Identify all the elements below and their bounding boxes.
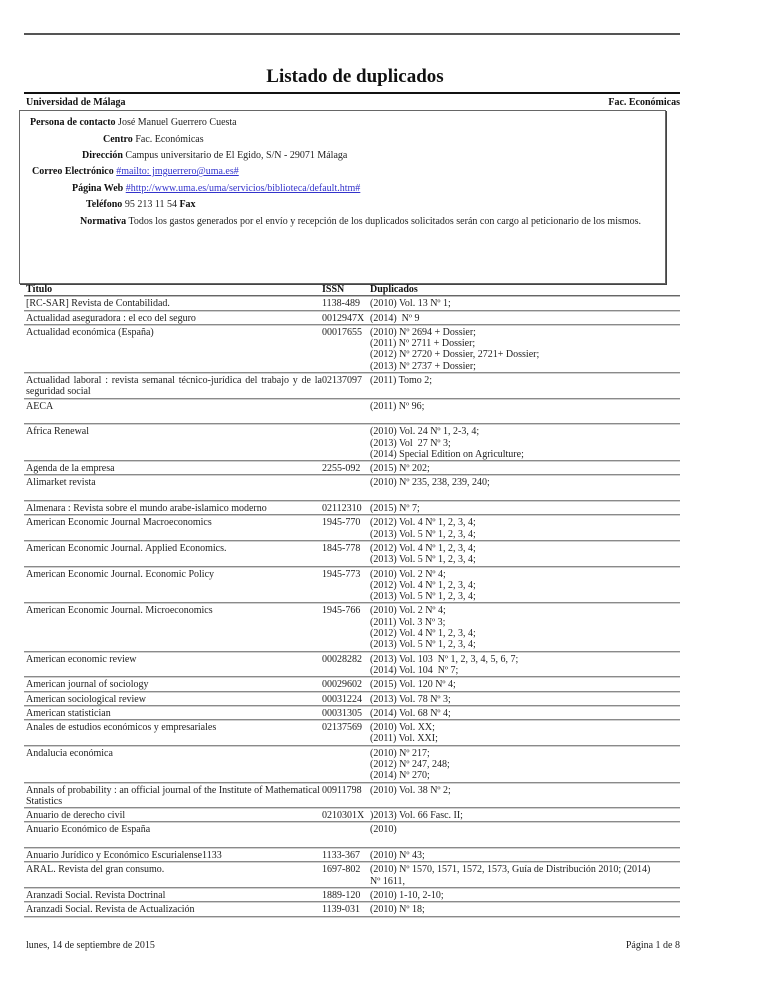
table-row (24, 516, 680, 541)
row-duplicados (370, 477, 680, 500)
row-issn: 00029602 (322, 679, 362, 691)
row-issn (322, 824, 370, 847)
table-row (24, 707, 680, 720)
row-issn: 00911798 (322, 784, 362, 796)
duplicado-line: (2013) Vol 27 Nº 3; (370, 437, 451, 449)
row-title: AECA (26, 400, 54, 412)
row-duplicados (370, 850, 680, 861)
row-title: Anuario Jurídico y Económico Escurialense1133 (26, 850, 222, 862)
table-row (24, 374, 680, 399)
row-duplicados (370, 569, 680, 603)
row-title: Anuario de derecho civil (26, 810, 126, 822)
email-link[interactable]: #mailto: jmguerrero@uma.es# (116, 166, 239, 177)
table-row (24, 721, 680, 746)
row-issn (322, 477, 370, 500)
website-line (72, 183, 360, 195)
phone-label: Teléfono (86, 199, 123, 210)
row-issn: 1138-489 (322, 298, 360, 310)
row-duplicados (370, 785, 680, 808)
row-duplicados (370, 708, 680, 719)
table-row (24, 889, 680, 902)
table-row (24, 400, 680, 425)
row-duplicados (370, 904, 680, 915)
row-issn: 1845-778 (322, 542, 361, 554)
row-issn: 1133-367 (322, 850, 360, 862)
row-duplicados (370, 605, 680, 650)
contact-person-value: José Manuel Guerrero Cuesta (118, 117, 237, 128)
duplicado-line: (2014) Vol. 68 Nº 4; (370, 707, 451, 719)
row-title: Annals of probability : an official journal of the Institute of Mathematical Statistics (26, 784, 320, 807)
duplicado-line: (2010) Nº 43; (370, 850, 425, 862)
duplicado-line: (2012) Vol. 4 Nº 1, 2, 3, 4; (370, 628, 476, 640)
table-row (24, 849, 680, 862)
title-rule (24, 92, 680, 94)
phone-line (86, 199, 196, 211)
centro-line (103, 134, 204, 146)
row-issn: 02137097 (322, 375, 362, 387)
table-row (24, 747, 680, 783)
duplicado-line: (2011) Tomo 2; (370, 375, 433, 387)
row-issn: 1139-031 (322, 904, 360, 916)
table-row (24, 863, 680, 888)
header-titulo: Título (26, 284, 53, 295)
row-title: Aranzadi Social. Revista Doctrinal (26, 889, 166, 901)
row-issn: 1945-773 (322, 568, 361, 580)
email-line (32, 166, 239, 178)
row-issn: 00031305 (322, 707, 362, 719)
phone-value: 95 213 11 54 (124, 199, 177, 210)
website-label: Página Web (72, 183, 124, 194)
duplicado-line: (2010) Vol. 2 Nº 4; (370, 605, 446, 617)
website-link[interactable]: #http://www.uma.es/uma/servicios/biblioteca/default.htm# (125, 183, 361, 194)
row-issn: 0012947X (322, 312, 365, 324)
row-title: Aranzadi Social. Revista de Actualización (26, 904, 195, 916)
row-issn: 1697-802 (322, 864, 361, 876)
row-duplicados (370, 327, 680, 372)
duplicado-line: (2012) Nº 2720 + Dossier, 2721+ Dossier; (370, 349, 540, 361)
table-row (24, 653, 680, 678)
row-duplicados (370, 654, 680, 677)
faculty-name: Fac. Económicas (608, 97, 680, 108)
organization-name: Universidad de Málaga (26, 97, 126, 108)
duplicado-line: (2013) Nº 2737 + Dossier; (370, 360, 476, 372)
normativa-line (80, 216, 641, 228)
duplicado-line: (2014) Vol. 104 Nº 7; (370, 664, 459, 676)
row-issn (322, 426, 370, 460)
table-row (24, 462, 680, 475)
duplicado-line: (2013) Vol. 78 Nº 3; (370, 693, 451, 705)
duplicado-line: (2010) Vol. 38 Nº 2; (370, 784, 451, 796)
centro-value: Fac. Económicas (135, 134, 204, 145)
table-row (24, 604, 680, 651)
duplicado-line: (2012) Nº 247, 248; (370, 758, 450, 770)
row-issn (322, 401, 370, 424)
row-title: ARAL. Revista del gran consumo. (26, 864, 165, 876)
normativa-label: Normativa (80, 216, 127, 227)
table-row (24, 903, 680, 916)
row-title: American journal of sociology (26, 679, 149, 691)
duplicado-line: (2010) Vol. 2 Nº 4; (370, 568, 446, 580)
row-duplicados (370, 375, 680, 398)
table-row (24, 312, 680, 325)
table-row (24, 809, 680, 822)
duplicado-line: (2015) Vol. 120 Nº 4; (370, 679, 456, 691)
row-title: Alimarket revista (26, 477, 96, 489)
row-issn: 0210301X (322, 810, 365, 822)
duplicado-line: (2014) Nº 270; (370, 770, 430, 782)
row-duplicados (370, 517, 680, 540)
row-duplicados (370, 426, 680, 460)
table-row (24, 476, 680, 501)
row-duplicados (370, 722, 680, 745)
duplicado-line: )2013) Vol. 66 Fasc. II; (370, 810, 463, 822)
duplicado-line: (2011) Vol. 3 Nº 3; (370, 616, 446, 628)
row-issn: 00031224 (322, 693, 362, 705)
row-title: American Economic Journal. Microeconomics (26, 605, 213, 617)
duplicado-line: (2011) Nº 96; (370, 400, 425, 412)
duplicado-line: (2010) Nº 2694 + Dossier; (370, 326, 476, 338)
row-duplicados (370, 543, 680, 566)
row-title: Anales de estudios económicos y empresariales (26, 722, 217, 734)
duplicates-table (24, 283, 680, 918)
table-row (24, 678, 680, 691)
row-title: Actualidad laboral : revista semanal técnico-jurídica del trabajo y de la seguridad social (26, 375, 322, 398)
duplicado-line: (2014) Nº 9 (370, 312, 420, 324)
duplicado-line: (2013) Vol. 5 Nº 1, 2, 3, 4; (370, 591, 476, 603)
direccion-value: Campus universitario de El Egido, S/N - 29071 Málaga (125, 150, 348, 161)
contact-person-line (30, 117, 237, 129)
direccion-label: Dirección (82, 150, 123, 161)
row-issn: 1945-766 (322, 605, 361, 617)
duplicado-line: (2012) Vol. 4 Nº 1, 2, 3, 4; (370, 542, 476, 554)
duplicado-line: (2013) Vol. 5 Nº 1, 2, 3, 4; (370, 528, 476, 540)
row-duplicados (370, 824, 680, 847)
table-row (24, 693, 680, 706)
row-issn: 00028282 (322, 653, 362, 665)
row-duplicados (370, 401, 680, 424)
table-header (24, 283, 680, 296)
contact-person-label: Persona de contacto (30, 117, 116, 128)
row-duplicados (370, 810, 680, 821)
table-row (24, 297, 680, 310)
direccion-line (82, 150, 347, 162)
row-duplicados (370, 890, 680, 901)
row-duplicados (370, 298, 680, 309)
table-row (24, 568, 680, 604)
row-title: American Economic Journal. Applied Economics. (26, 542, 227, 554)
duplicado-line: (2012) Vol. 4 Nº 1, 2, 3, 4; (370, 517, 476, 529)
row-title: [RC-SAR] Revista de Contabilidad. (26, 298, 170, 310)
row-title: Anuario Económico de España (26, 824, 151, 836)
duplicado-line: (2011) Vol. XXI; (370, 733, 438, 745)
duplicado-line: (2010) Vol. 24 Nº 1, 2-3, 4; (370, 426, 480, 438)
footer-page-number: Página 1 de 8 (625, 940, 680, 951)
row-duplicados (370, 463, 680, 474)
row-title: American economic review (26, 653, 137, 665)
footer-date: lunes, 14 de septiembre de 2015 (26, 940, 155, 951)
table-row (24, 425, 680, 461)
row-title: Almenara : Revista sobre el mundo arabe-islamico moderno (26, 503, 267, 515)
row-issn: 00017655 (322, 326, 362, 338)
top-rule (24, 33, 680, 35)
row-duplicados (370, 694, 680, 705)
duplicado-line: (2015) Nº 7; (370, 503, 420, 515)
table-row (24, 823, 680, 848)
row-issn: 2255-092 (322, 463, 361, 475)
row-issn: 1889-120 (322, 889, 361, 901)
row-issn: 1945-770 (322, 517, 361, 529)
duplicado-line: (2010) 1-10, 2-10; (370, 889, 444, 901)
row-title: American sociological review (26, 693, 146, 705)
row-duplicados (370, 679, 680, 690)
header-issn: ISSN (322, 284, 345, 295)
row-duplicados (370, 313, 680, 324)
row-title: Agenda de la empresa (26, 463, 115, 475)
duplicado-line: (2013) Vol. 5 Nº 1, 2, 3, 4; (370, 554, 476, 566)
duplicado-line: (2010) Vol. 13 Nº 1; (370, 298, 451, 310)
duplicado-line: (2012) Vol. 4 Nº 1, 2, 3, 4; (370, 579, 476, 591)
table-row (24, 784, 680, 809)
table-row (24, 542, 680, 567)
row-duplicados (370, 864, 680, 887)
table-row (24, 502, 680, 515)
row-title: Actualidad económica (España) (26, 326, 154, 338)
duplicado-line: Nº 1611, (370, 875, 405, 887)
duplicado-line: (2013) Vol. 5 Nº 1, 2, 3, 4; (370, 639, 476, 651)
row-title: American Economic Journal Macroeconomics (26, 517, 212, 529)
duplicado-line: (2013) Vol. 103 Nº 1, 2, 3, 4, 5, 6, 7; (370, 653, 519, 665)
email-label: Correo Electrónico (32, 166, 114, 177)
row-duplicados (370, 503, 680, 514)
row-issn (322, 748, 370, 782)
duplicado-line: (2010) Nº 217; (370, 747, 430, 759)
fax-label: Fax (179, 199, 196, 210)
duplicado-line: (2010) Nº 235, 238, 239, 240; (370, 477, 490, 489)
row-title: American statistician (26, 707, 111, 719)
duplicado-line: (2011) Nº 2711 + Dossier; (370, 338, 476, 350)
duplicado-line: (2014) Special Edition on Agriculture; (370, 448, 524, 460)
duplicado-line: (2010) Nº 18; (370, 904, 425, 916)
row-issn: 02112310 (322, 503, 362, 515)
duplicado-line: (2010) (370, 824, 397, 836)
normativa-value: Todos los gastos generados por el envío y recepción de los duplicados solicitados serán con cargo al peticionario de los mismos. (128, 216, 642, 227)
row-title: Andalucia económica (26, 747, 113, 759)
duplicado-line: (2015) Nº 202; (370, 463, 430, 475)
table-row (24, 326, 680, 373)
header-duplicados: Duplicados (370, 284, 418, 295)
row-title: American Economic Journal. Economic Policy (26, 568, 215, 580)
row-issn: 02137569 (322, 722, 362, 734)
centro-label: Centro (103, 134, 133, 145)
duplicado-line: (2010) Nº 1570, 1571, 1572, 1573, Guía de Distribución 2010; (2014) (370, 864, 651, 876)
page-title: Listado de duplicados (266, 66, 444, 87)
row-title: Actualidad aseguradora : el eco del seguro (26, 312, 196, 324)
duplicado-line: (2010) Vol. XX; (370, 722, 435, 734)
row-duplicados (370, 748, 680, 782)
row-title: Africa Renewal (26, 426, 90, 438)
